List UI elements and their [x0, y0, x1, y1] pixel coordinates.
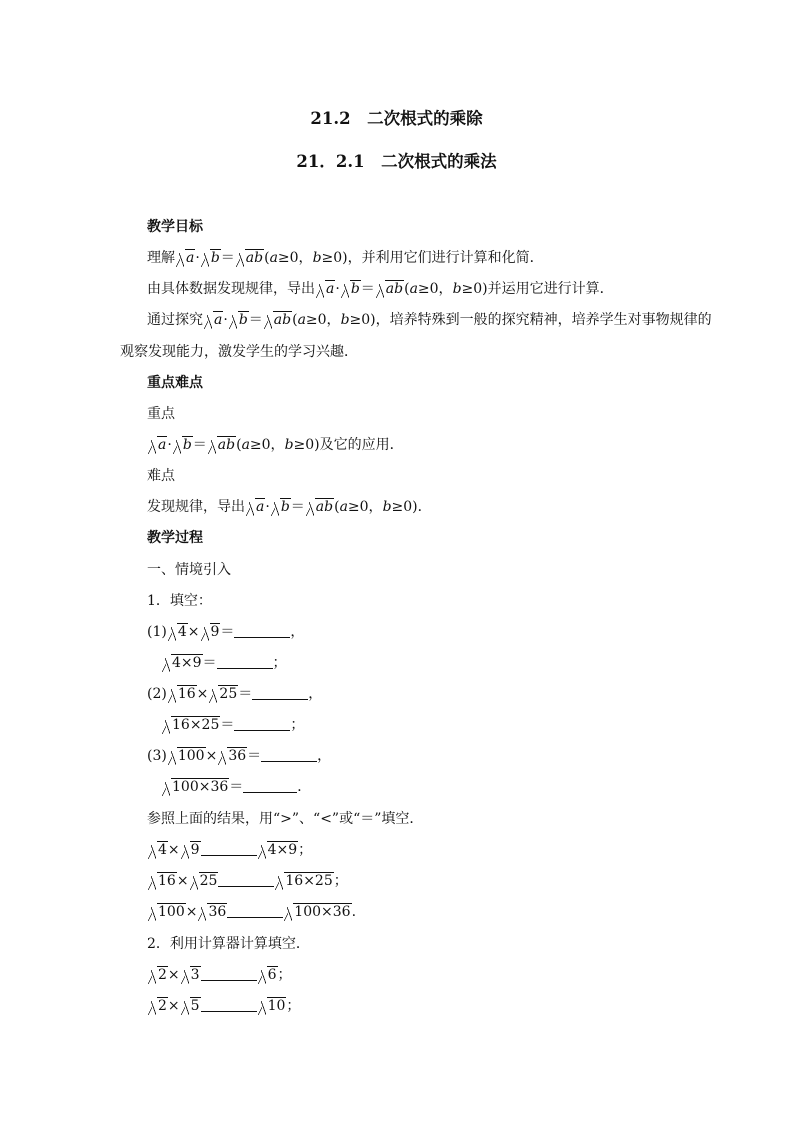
difficulty-point: 发现规律，导出 a· b＝ ab(a≥0，b≥0)． — [147, 499, 432, 515]
calc-1: 2× 3 6； — [147, 965, 292, 985]
answer-blank[interactable] — [201, 842, 257, 856]
key-label: 重点 — [147, 406, 175, 422]
keypoints-heading: 重点难点 — [147, 375, 203, 391]
compare-2: 16× 25 16×25； — [147, 871, 348, 891]
answer-blank[interactable] — [201, 998, 257, 1012]
sqrt-ab: ab — [376, 282, 404, 297]
calc-2: 2× 5 10； — [147, 996, 300, 1016]
section-intro: 一、情境引入 — [147, 562, 231, 578]
objectives-heading: 教学目标 — [147, 219, 203, 235]
sqrt-ab: ab — [208, 438, 236, 453]
compare-instruction: 参照上面的结果，用“>”、“<”或“＝”填空． — [147, 811, 424, 827]
sqrt-b: b — [229, 313, 249, 328]
objective-item-2: 由具体数据发现规律，导出 a· b＝ ab(a≥0，b≥0)并运用它进行计算． — [147, 281, 614, 297]
process-heading: 教学过程 — [147, 530, 203, 546]
sqrt-a: a — [316, 282, 335, 297]
sqrt-a: a — [246, 500, 265, 515]
page-title: 21.2 二次根式的乘除 — [310, 109, 483, 128]
answer-blank[interactable] — [234, 717, 290, 731]
answer-blank[interactable] — [218, 873, 274, 887]
objective-item-3: 通过探究 a· b＝ ab(a≥0，b≥0)，培养特殊到一般的探究精神，培养学生对事物规律的 — [147, 312, 712, 328]
fill-3a: (3) 100× 36＝ ， — [147, 748, 332, 764]
answer-blank[interactable] — [217, 655, 273, 669]
difficulty-label: 难点 — [147, 468, 175, 484]
fill-1a: (1) 4× 9＝ ， — [147, 624, 305, 640]
answer-blank[interactable] — [234, 624, 290, 638]
sqrt-ab: ab — [306, 500, 334, 515]
answer-blank[interactable] — [201, 967, 257, 981]
objective-item-3-continued: 观察发现能力，激发学生的学习兴趣． — [120, 344, 358, 360]
fill-2b: 16×25＝ ； — [161, 715, 304, 735]
objective-item-1: 理解 a· b＝ ab(a≥0，b≥0)，并利用它们进行计算和化简． — [147, 250, 544, 266]
answer-blank[interactable] — [252, 686, 308, 700]
compare-1: 4× 9 4×9； — [147, 840, 312, 860]
sqrt-a: a — [176, 251, 195, 266]
question-2: 2．利用计算器计算填空． — [147, 936, 310, 952]
sqrt-a: a — [204, 313, 223, 328]
compare-3: 100× 36 100×36. — [147, 902, 356, 922]
sqrt-b: b — [341, 282, 361, 297]
sqrt-ab: ab — [236, 251, 264, 266]
answer-blank[interactable] — [227, 904, 283, 918]
section-subtitle: 21．2.1 二次根式的乘法 — [296, 152, 497, 171]
sqrt-b: b — [201, 251, 221, 266]
sqrt-a: a — [148, 438, 167, 453]
key-point-formula: a· b＝ ab(a≥0，b≥0)及它的应用． — [147, 435, 404, 455]
sqrt-b: b — [173, 438, 193, 453]
question-1: 1．填空： — [147, 593, 212, 609]
answer-blank[interactable] — [243, 779, 297, 793]
fill-3b: 100×36＝ ． — [161, 777, 311, 797]
fill-1b: 4×9＝ ； — [161, 653, 287, 673]
sqrt-b: b — [271, 500, 291, 515]
fill-2a: (2) 16× 25＝ ， — [147, 686, 323, 702]
answer-blank[interactable] — [261, 748, 317, 762]
sqrt-ab: ab — [264, 313, 292, 328]
